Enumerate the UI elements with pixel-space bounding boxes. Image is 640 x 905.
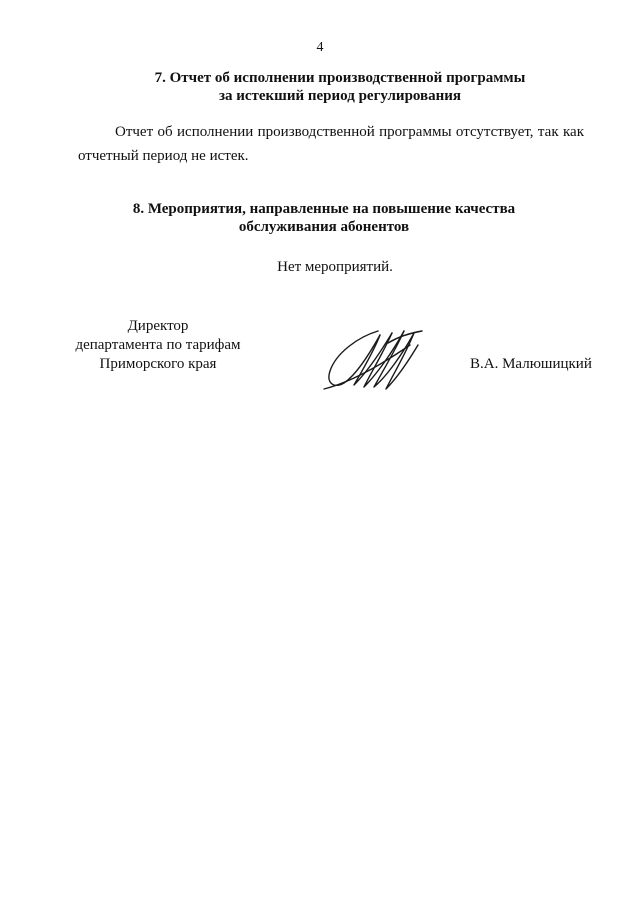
section-7-heading-line2: за истекший период регулирования <box>218 88 462 104</box>
signatory-title-line2: департамента по тарифам <box>75 337 241 353</box>
section-8-text: Нет мероприятий. <box>277 259 393 275</box>
section-7-heading-line1: 7. Отчет об исполнении производственной программы <box>154 70 526 86</box>
section-8-heading <box>0 200 640 236</box>
signatory-title <box>58 317 258 374</box>
page-number: 4 <box>316 40 324 55</box>
handwritten-signature <box>318 323 428 395</box>
signatory-name: В.А. Малюшицкий <box>470 356 592 372</box>
section-8-heading-line2: обслуживания абонентов <box>238 219 410 235</box>
section-7-heading <box>0 69 640 105</box>
section-7-text: Отчет об исполнении производственной программы отсутствует, так как отчетный период не истек. <box>78 124 584 164</box>
signatory-title-line3: Приморского края <box>99 356 217 372</box>
section-8-heading-line1: 8. Мероприятия, направленные на повышение качества <box>132 201 516 217</box>
signatory-title-line1: Директор <box>127 318 189 334</box>
